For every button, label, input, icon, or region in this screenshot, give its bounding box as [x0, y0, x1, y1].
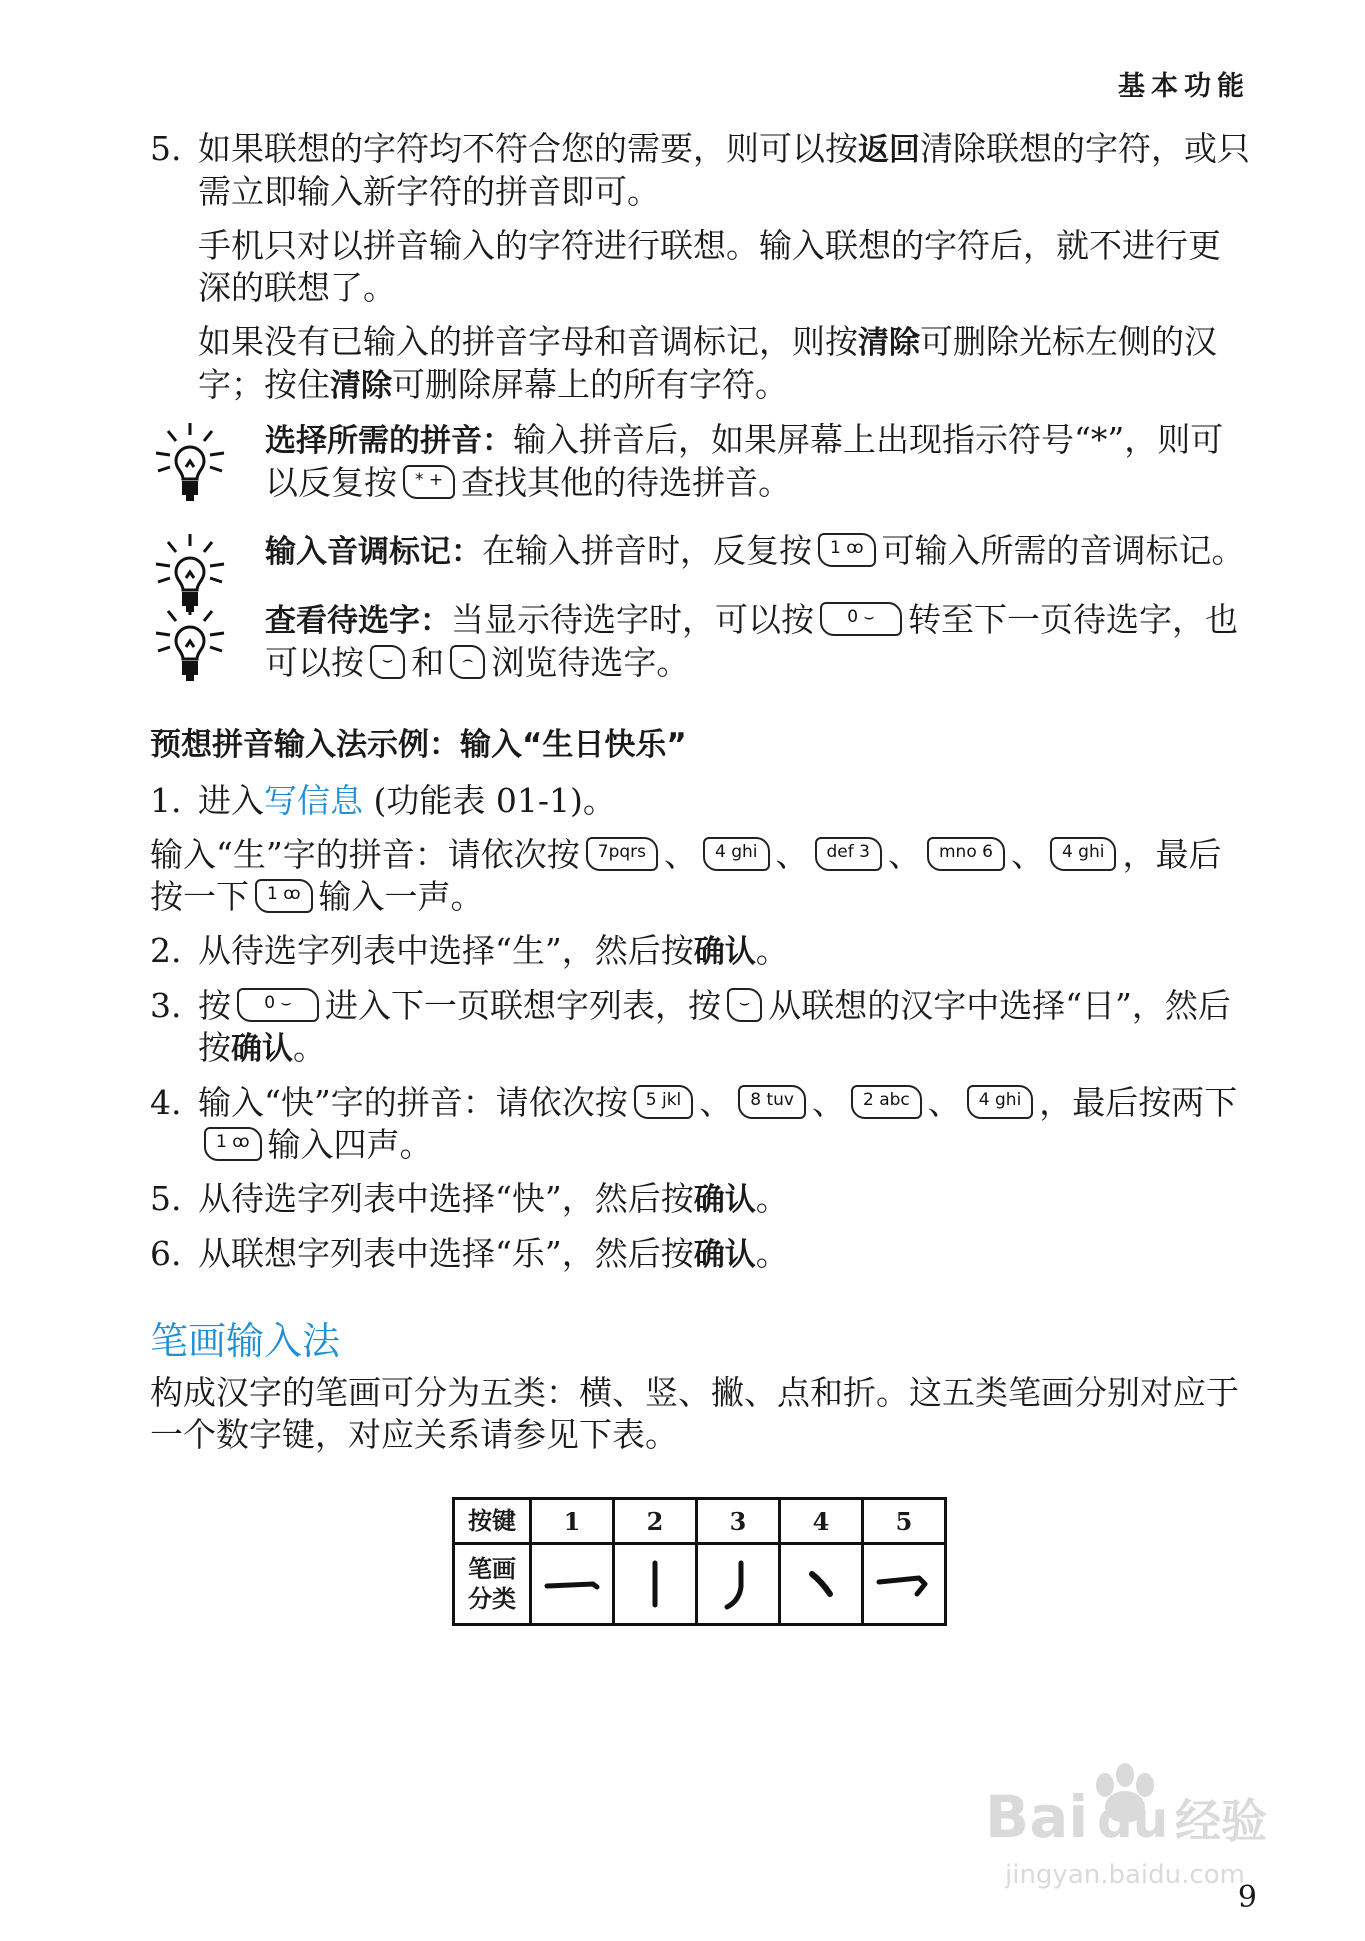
scroll-down-key-icon: ⌣ [370, 645, 405, 679]
confirm-key-label: 确认 [693, 934, 756, 970]
step-number: 2. [150, 931, 182, 970]
watermark-brand: Bai [985, 1783, 1089, 1851]
confirm-key-label: 确认 [231, 1031, 293, 1067]
text: 可删除屏幕上的所有字符。 [392, 365, 788, 404]
stroke-heng-icon [531, 1544, 614, 1625]
text: 。 [755, 931, 789, 970]
stroke-dian-icon [780, 1544, 863, 1625]
key-7-icon: 7pqrs [586, 837, 658, 871]
list-item-5 [150, 128, 1250, 213]
table-row [454, 1544, 946, 1625]
label-line: 分类 [468, 1584, 516, 1613]
table-cell-key: 1 [531, 1499, 614, 1544]
paragraph-association: 手机只对以拼音输入的字符进行联想。输入联想的字符后，就不进行更深的联想了。 [198, 226, 1221, 307]
key-1-icon: 1 ꝏ [255, 879, 313, 913]
text: 输入四声。 [267, 1125, 433, 1164]
step-1 [150, 780, 1250, 822]
text: ，最后按一下 [150, 835, 1222, 916]
text: 输入“生”字的拼音：请依次按 [150, 835, 580, 874]
table-header-stroke [454, 1544, 531, 1625]
text: 。 [755, 1179, 789, 1218]
step-number: 3. [150, 986, 182, 1025]
watermark-cn: 经验 [1175, 1794, 1267, 1848]
text: ，最后按两下 [1039, 1083, 1238, 1122]
key-6-icon: mno 6 [927, 837, 1005, 871]
lightbulb-icon [150, 599, 230, 689]
text: 从联想的汉字中选择“日”，然后按 [198, 986, 1231, 1067]
paragraph-clear [150, 321, 1250, 407]
tip-select-pinyin [150, 419, 1250, 504]
step-6 [150, 1233, 1250, 1276]
clear-key-label: 清除 [858, 325, 920, 361]
text: 输入一声。 [318, 877, 484, 916]
stroke-description: 构成汉字的笔画可分为五类：横、竖、撇、点和折。这五类笔画分别对应于一个数字键，对应关系请参见下表。 [150, 1373, 1239, 1454]
tip-text: 和 [411, 643, 445, 682]
item-number: 5. [150, 129, 182, 168]
tip-text: 当显示待选字时，可以按 [451, 600, 814, 639]
section-title-stroke-input: 笔画输入法 [150, 1319, 341, 1363]
clear-key-label: 清除 [330, 368, 392, 404]
table-header-key: 按键 [454, 1499, 531, 1544]
text: 按 [198, 986, 231, 1025]
step-3 [150, 985, 1250, 1070]
lightbulb-icon [150, 419, 230, 509]
item-text: 如果联想的字符均不符合您的需要，则可以按 [198, 129, 858, 168]
text: 。 [755, 1234, 789, 1273]
confirm-key-label: 确认 [693, 1237, 756, 1273]
key-3-icon: def 3 [815, 837, 882, 871]
text: 从联想字列表中选择“乐”，然后按 [198, 1234, 694, 1273]
table-cell-key: 3 [697, 1499, 780, 1544]
tip-view-candidates [150, 599, 1250, 684]
stroke-pie-icon [697, 1544, 780, 1625]
watermark-url: jingyan.baidu.com [1005, 1860, 1245, 1890]
tip-title: 选择所需的拼音： [265, 423, 513, 459]
stroke-zhe-icon [863, 1544, 946, 1625]
tip-title: 查看待选字： [265, 603, 451, 639]
table-row [454, 1499, 946, 1544]
stroke-key-table [452, 1497, 947, 1626]
step-number: 4. [150, 1083, 182, 1122]
text: 从待选字列表中选择“生”，然后按 [198, 931, 694, 970]
key-5-icon: 5 jkl [634, 1085, 694, 1119]
step-4: 4. 输入“快”字的拼音：请依次按 5 jkl 、 8 tuv 、 2 abc 、 4 ghi ，最后按两下1 ꝏ 输入四声。 [150, 1083, 1238, 1164]
baidu-jingyan-watermark [975, 1745, 1305, 1895]
confirm-key-label: 确认 [693, 1182, 756, 1218]
scroll-down-key-icon: ⌣ [727, 988, 762, 1022]
key-1-icon: 1 ꝏ [818, 533, 876, 567]
key-4-icon: 4 ghi [703, 837, 770, 871]
text: 进入下一页联想字列表，按 [325, 986, 721, 1025]
step-number: 6. [150, 1234, 182, 1273]
step-2 [150, 930, 1250, 973]
write-message-link[interactable]: 写信息 [264, 781, 363, 820]
star-key-icon: * + [403, 465, 455, 499]
tip-text: 可输入所需的音调标记。 [881, 531, 1245, 570]
key-1-icon: 1 ꝏ [204, 1127, 262, 1161]
table-cell-key: 2 [614, 1499, 697, 1544]
text: 从待选字列表中选择“快”，然后按 [198, 1179, 694, 1218]
tip-title: 输入音调标记： [265, 534, 482, 570]
step-5 [150, 1178, 1250, 1221]
key-4-icon: 4 ghi [1050, 837, 1117, 871]
key-2-icon: 2 abc [851, 1085, 922, 1119]
step-number: 1. [150, 781, 182, 820]
key-8-icon: 8 tuv [738, 1085, 806, 1119]
page-content [150, 128, 1250, 1458]
text: 如果没有已输入的拼音字母和音调标记，则按 [198, 322, 858, 361]
label-line: 笔画 [468, 1554, 516, 1583]
tip-tone-marks [150, 530, 1250, 573]
text: 进入 [198, 781, 264, 820]
tip-text: 查找其他的待选拼音。 [461, 463, 792, 502]
item-text: 清除联想的字符，或只需立即输入新字符的拼音即可。 [198, 129, 1250, 211]
key-4-icon: 4 ghi [967, 1085, 1034, 1119]
text: 。 [293, 1028, 326, 1067]
text: 可删除光标左侧的汉字；按住 [198, 322, 1217, 404]
text: (功能表 01-1)。 [373, 781, 616, 820]
page-number: 9 [1237, 1880, 1257, 1915]
key-0-icon: 0 ⌣ [237, 988, 319, 1022]
tip-text: 在输入拼音时，反复按 [482, 531, 812, 570]
table-cell-key: 5 [863, 1499, 946, 1544]
tip-text: 输入拼音后，如果屏幕上出现指示符号“*”，则可以反复按 [265, 420, 1224, 502]
back-key-label: 返回 [858, 132, 920, 168]
scroll-up-key-icon: ⌢ [450, 645, 485, 679]
sheng-instruction: 输入“生”字的拼音：请依次按 7pqrs 、 4 ghi 、 def 3 、 mno 6 、 4 ghi ，最后按一下 1 ꝏ 输入一声。 [150, 835, 1222, 916]
stroke-shu-icon [614, 1544, 697, 1625]
table-cell-key: 4 [780, 1499, 863, 1544]
tip-text: 转至下一页待选字，也可以按 [265, 600, 1238, 682]
step-number: 5. [150, 1179, 182, 1218]
key-0-icon: 0 ⌣ [820, 602, 902, 636]
example-heading: 预想拼音输入法示例：输入“生日快乐” [150, 727, 687, 763]
running-header: 基本功能 [1118, 71, 1250, 102]
text: 输入“快”字的拼音：请依次按 [198, 1083, 628, 1122]
tip-text: 浏览待选字。 [491, 643, 690, 682]
watermark-brand-2: du [1097, 1791, 1169, 1849]
